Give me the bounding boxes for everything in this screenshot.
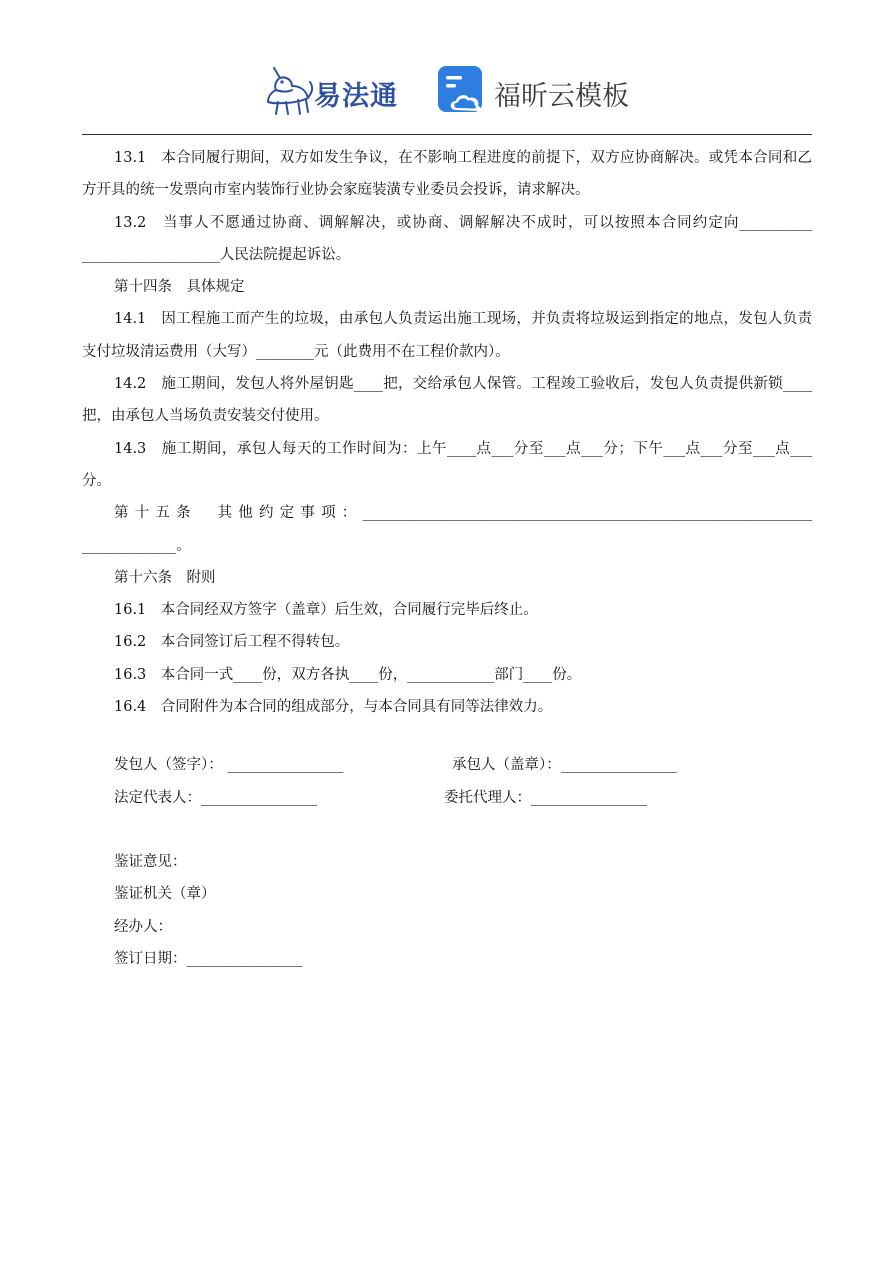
clause-16-4: 16.4 合同附件为本合同的组成部分，与本合同具有同等法律效力。 xyxy=(114,699,553,716)
article-15-heading: 第十五条 其他约定事项：______________________________________________________________ _____________。 xyxy=(82,505,812,554)
signing-date: 签订日期：________________ xyxy=(114,950,303,967)
signature-row-2 xyxy=(82,782,812,814)
clause-14-3: 14.3 施工期间，承包人每天的工作时间为：上午____点___分至___点___分；下午___点___分至___点___分。 xyxy=(82,440,812,489)
spacer xyxy=(82,723,812,749)
clause-16-2: 16.2 本合同签订后工程不得转包。 xyxy=(114,634,350,651)
handler: 经办人： xyxy=(114,918,172,935)
spacer xyxy=(82,814,812,846)
yifatong-logo-text: 易法通 xyxy=(314,81,398,112)
clause-13-1: 13.1 本合同履行期间，双方如发生争议，在不影响工程进度的前提下，双方应协商解决。或凭本合同和乙方开具的统一发票向市室内装饰行业协会家庭装潢专业委员会投诉，请求解决。 xyxy=(82,150,812,199)
clause-16-1: 16.1 本合同经双方签字（盖章）后生效，合同履行完毕后终止。 xyxy=(114,602,538,619)
contract-body xyxy=(82,142,812,975)
employer-signature: 发包人（签字）： ________________ xyxy=(114,757,344,774)
page-header xyxy=(0,58,893,122)
legal-representative: 法定代表人：________________ xyxy=(114,789,317,806)
cloud-document-icon xyxy=(436,64,486,116)
clause-13-2: 13.2 当事人不愿通过协商、调解解决，或协商、调解解决不成时，可以按照本合同约定向__________ ___________________人民法院提起诉讼。 xyxy=(82,214,812,263)
header-divider xyxy=(82,134,812,135)
authorized-agent: 委托代理人：________________ xyxy=(444,789,647,806)
signature-row-1 xyxy=(82,749,812,781)
clause-14-1: 14.1 因工程施工而产生的垃圾，由承包人负责运出施工现场，并负责将垃圾运到指定的地点，发包人负责支付垃圾清运费用（大写）________元（此费用不在工程价款内）。 xyxy=(82,311,812,360)
article-14-heading: 第十四条 具体规定 xyxy=(114,279,245,296)
verification-opinion: 鉴证意见： xyxy=(114,853,187,870)
unicorn-icon xyxy=(260,62,316,118)
foxit-template-logo xyxy=(436,64,636,118)
clause-16-3: 16.3 本合同一式____份，双方各执____份，____________部门____份。 xyxy=(114,666,582,683)
verification-authority: 鉴证机关（章） xyxy=(114,886,216,903)
foxit-template-logo-text: 福昕云模板 xyxy=(494,81,629,112)
article-16-heading: 第十六条 附则 xyxy=(114,569,216,586)
clause-14-2: 14.2 施工期间，发包人将外屋钥匙____把，交给承包人保管。工程竣工验收后，发包人负责提供新锁____把，由承包人当场负责安装交付使用。 xyxy=(82,376,812,425)
yifatong-logo xyxy=(260,62,412,118)
contractor-seal: 承包人（盖章）：________________ xyxy=(452,757,677,774)
